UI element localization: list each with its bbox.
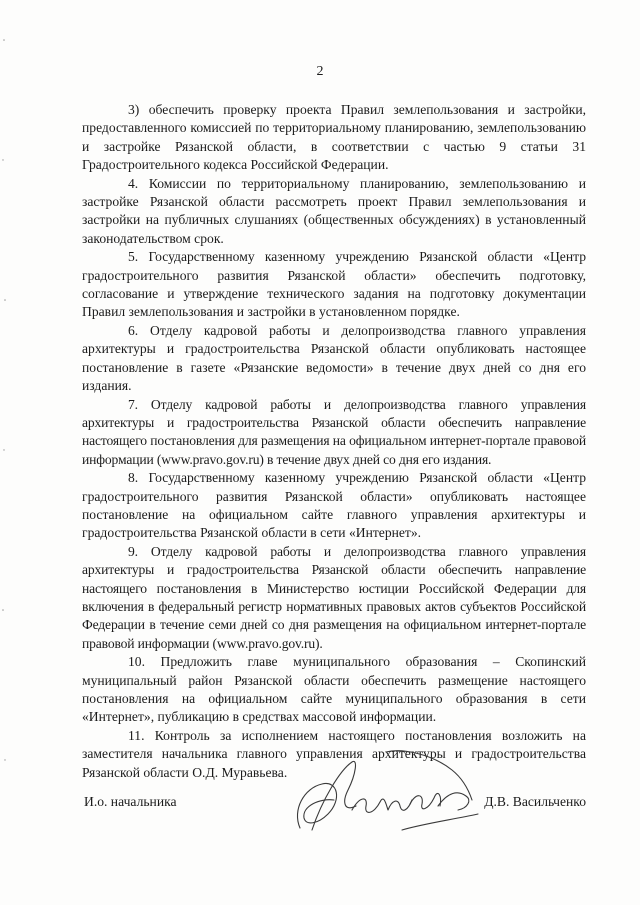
handwritten-signature [282, 740, 492, 850]
document-body [82, 101, 586, 782]
paragraph-item-6: 6. Отделу кадровой работы и делопроизводства главного управления архитектуры и градостроительства Рязанской области опубликовать настоящее постановление в газете «Рязанские ведомости» в течение двух дней со дня его издания. [82, 322, 586, 394]
paragraph-item-5: 5. Государственному казенному учреждению Рязанской области «Центр градостроительного развития Рязанской области» обеспечить подготовку, согласование и утверждение технического задания на подготовку документации Правил землепользования и застройки в установленном порядке. [82, 249, 586, 320]
paragraph-item-7: 7. Отделу кадровой работы и делопроизводства главного управления архитектуры и градостроительства Рязанской области обеспечить направление настоящего постановления для размещения на официальном интернет-портале правовой информации (www.pravo.gov.ru) в течение двух дней со дня его издания. [82, 396, 586, 467]
signatory-title: И.о. начальника [84, 794, 177, 809]
signature-block [82, 790, 586, 850]
paragraph-item-3: 3) обеспечить проверку проекта Правил землепользования и застройки, предоставленного комиссией по территориальному планированию, землепользованию и застройке Рязанской области, в соответствии с частью 9 статьи 31 Градостроительного кодекса Российской Федерации. [82, 102, 586, 173]
paragraph-item-4: 4. Комиссии по территориальному планированию, землепользованию и застройке Рязанской области рассмотреть проект Правил землепользования и застройки на публичных слушаниях (общественных обсуждениях) в установленный законодательством срок. [82, 175, 586, 246]
signatory-name: Д.В. Васильченко [484, 794, 586, 809]
paragraph-item-10: 10. Предложить главе муниципального образования – Скопинский муниципальный район Рязанской области обеспечить размещение настоящего постановления на официальном сайте муниципального образования в сети «Интернет», публикацию в средствах массовой информации. [82, 654, 586, 725]
paragraph-item-11: 11. Контроль за исполнением настоящего постановления возложить на заместителя начальника главного управления архитектуры и градостроительства Рязанской области О.Д. Муравьева. [82, 727, 586, 780]
paragraph-item-9: 9. Отделу кадровой работы и делопроизводства главного управления архитектуры и градостроительства Рязанской области обеспечить направление настоящего постановления в Министерство юстиции Российской Федерации для включения в федеральный регистр нормативных правовых актов субъектов Российской Федерации в течение семи дней со дня размещения на официальном интернет-портале правовой информации (www.pravo.gov.ru). [82, 543, 586, 651]
page-number: 2 [316, 64, 324, 79]
paragraph-item-8: 8. Государственному казенному учреждению Рязанской области «Центр градостроительного развития Рязанской области» опубликовать настоящее постановление на официальном сайте главного управления архитектуры и градостроительства Рязанской области в сети «Интернет». [82, 470, 586, 541]
